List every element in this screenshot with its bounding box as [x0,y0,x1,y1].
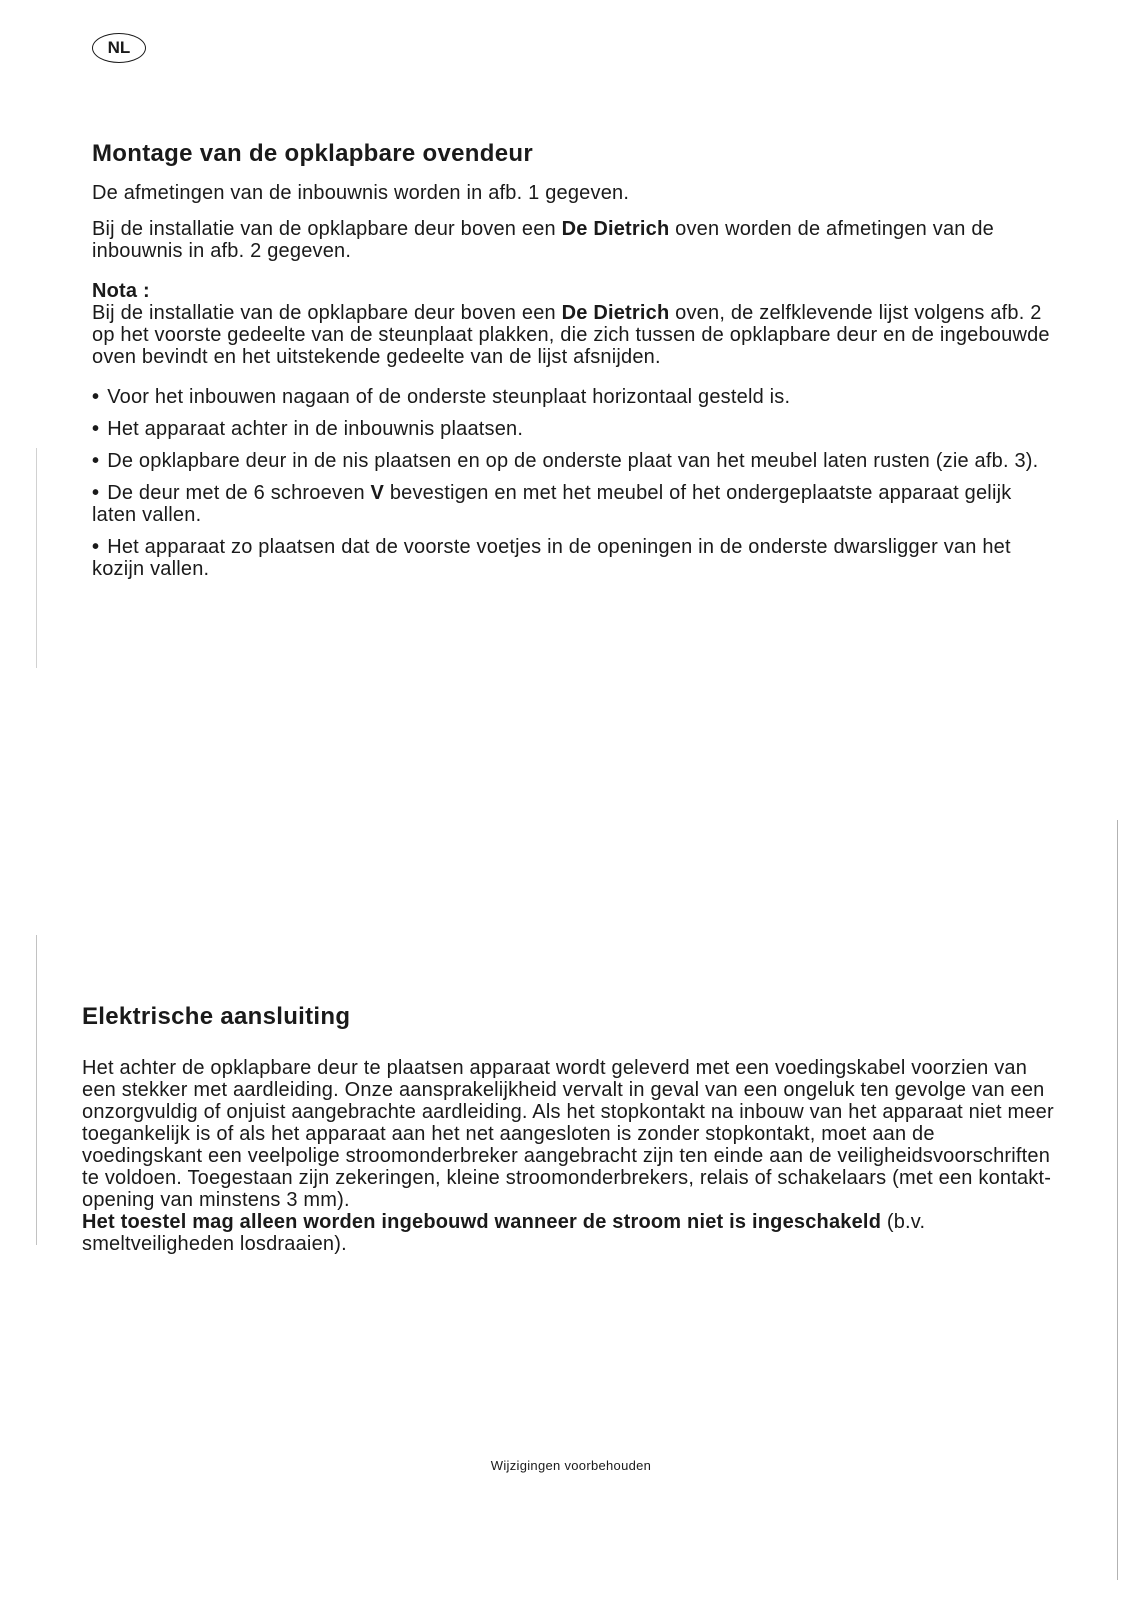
nota-block: Nota : Bij de installatie van de opklapbare deur boven een De Dietrich oven, de zelfklevende lijst volgens afb. 2 op het voorste gedeelte van de steunplaat plakken, die zich tussen de opklapbare deur en de ingebouwde oven bevindt en het uitstekende gedeelte van de lijst afsnijden. [92,280,1052,368]
section-elektrisch [82,1003,1057,1255]
section-title-elektrisch: Elektrische aansluiting [82,1003,351,1030]
nota-label: Nota : [92,280,150,302]
brand-name: De Dietrich [561,302,670,324]
brand-name: De Dietrich [561,218,670,240]
list-item: • Het apparaat zo plaatsen dat de voorste voetjes in de openingen in de onderste dwarsligger van het kozijn vallen. [92,536,1011,580]
list-item: • De deur met de 6 schroeven V bevestigen en met het meubel of het ondergeplaatste apparaat gelijk laten vallen. [92,482,1012,526]
list-item: • Voor het inbouwen nagaan of de onderste steunplaat horizontaal gesteld is. [92,386,791,408]
page-footer: Wijzigingen voorbehouden [490,1458,652,1473]
section-montage [92,140,1052,590]
warning-paragraph: Het toestel mag alleen worden ingebouwd wanneer de stroom niet is ingeschakeld (b.v. smeltveiligheden losdraaien). [82,1211,926,1255]
paragraph-electrical-connection: Het achter de opklapbare deur te plaatsen apparaat wordt geleverd met een voedingskabel voorzien van een stekker met aardleiding. Onze aansprakelijkheid vervalt in geval van een ongeluk ten gevolge van een onzorgvuldig of onjuist aangebrachte aardleiding. Als het stopkontakt na inbouw van het apparaat niet meer toegankelijk is of als het apparaat aan het net aangesloten is zonder stopkontakt, moet aan de voedingskant een veelpolige stroomonderbreker aangebracht zijn ten einde aan de veiligheidsvoorschriften te voldoen. Toegestaan zijn zekeringen, kleine stroomonderbrekers, relais of schakelaars (met een kontakt-opening van minstens 3 mm). [82,1057,1054,1211]
paragraph-dietrich-dimensions: Bij de installatie van de opklapbare deur boven een De Dietrich oven worden de afmetingen van de inbouwnis in afb. 2 gegeven. [92,218,995,262]
list-item: • De opklapbare deur in de nis plaatsen en op de onderste plaat van het meubel laten rusten (zie afb. 3). [92,450,1039,472]
installation-steps [92,386,1052,580]
list-item: • Het apparaat achter in de inbouwnis plaatsen. [92,418,524,440]
scan-artifact-line [36,448,37,668]
warning-bold: Het toestel mag alleen worden ingebouwd wanneer de stroom niet is ingeschakeld [82,1211,882,1233]
scan-artifact-line [36,935,37,1245]
language-badge: NL [92,33,146,63]
paragraph-dimensions: De afmetingen van de inbouwnis worden in afb. 1 gegeven. [92,182,630,204]
section-title-montage: Montage van de opklapbare ovendeur [92,140,533,167]
